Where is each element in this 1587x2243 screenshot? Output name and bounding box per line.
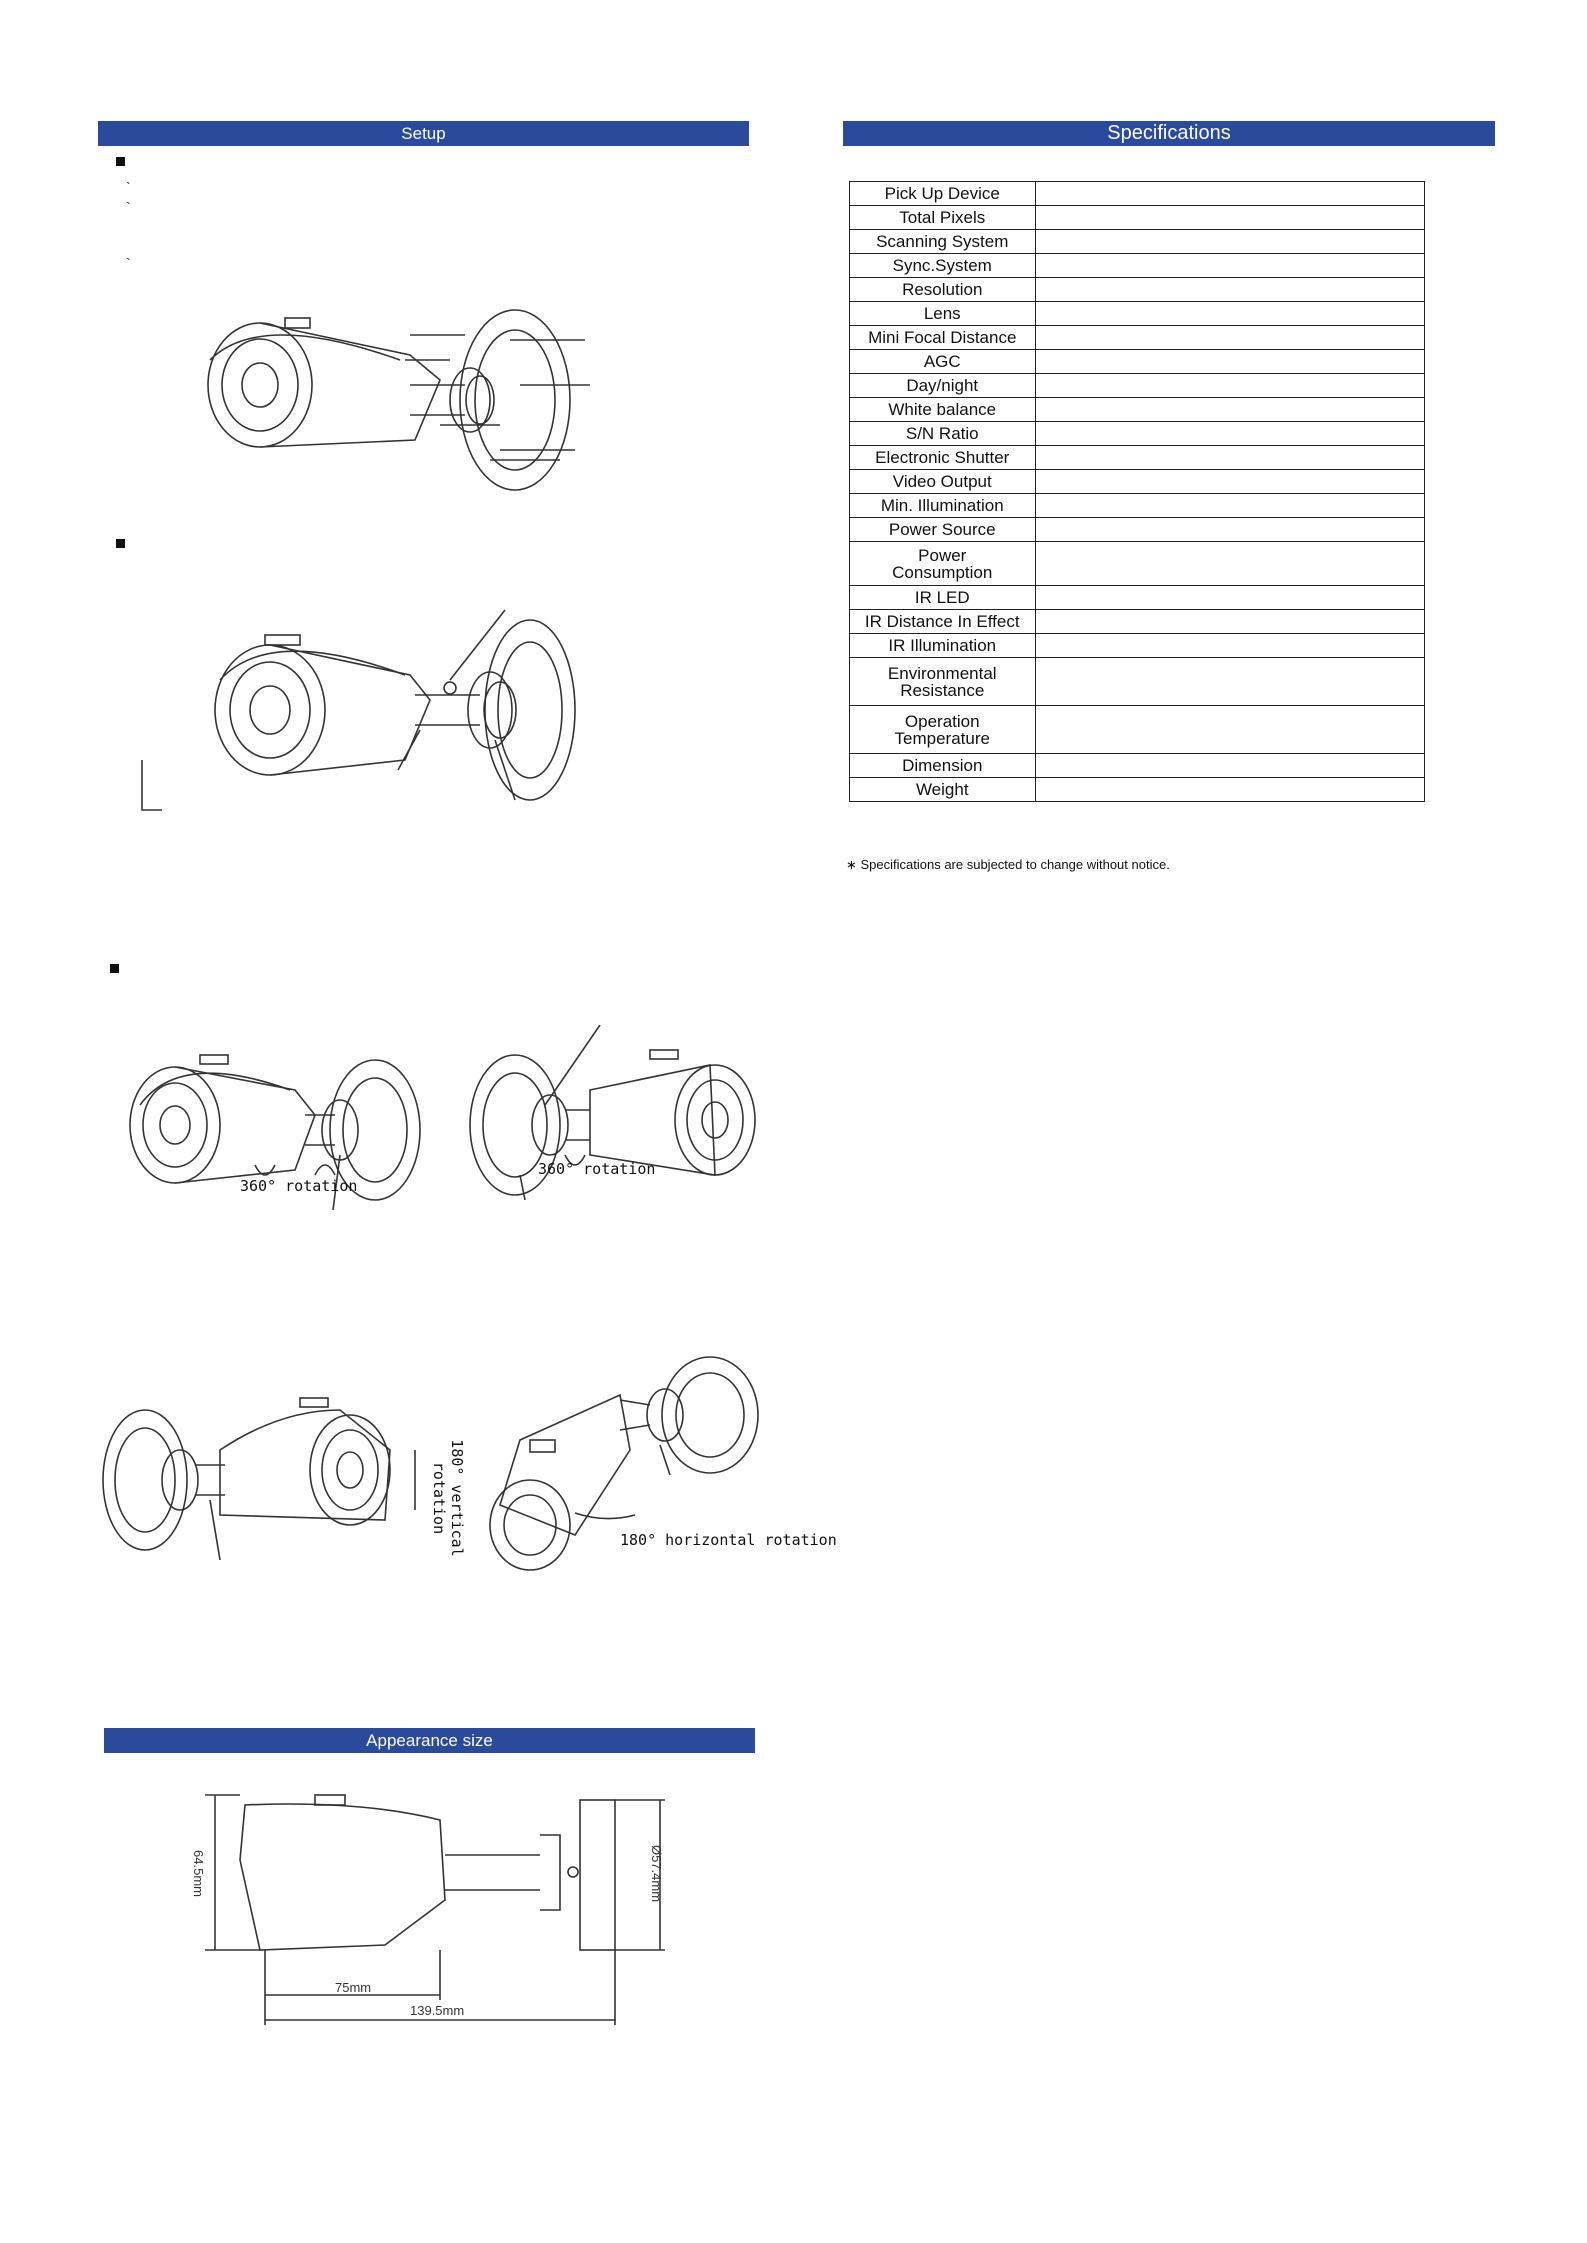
tick-mark: ` bbox=[126, 199, 131, 215]
bullet-square bbox=[116, 157, 125, 166]
spec-row bbox=[850, 586, 1425, 610]
tick-mark: ` bbox=[126, 255, 131, 271]
spec-row bbox=[850, 634, 1425, 658]
camera-horizontal-rotation-drawing bbox=[480, 1355, 780, 1585]
spec-row bbox=[850, 542, 1425, 586]
spec-value bbox=[1035, 278, 1425, 302]
dim-height-left: 64.5mm bbox=[190, 1850, 206, 1897]
spec-value bbox=[1035, 206, 1425, 230]
spec-row bbox=[850, 230, 1425, 254]
dim-length-total: 139.5mm bbox=[410, 2003, 465, 2018]
dim-length-body: 75mm bbox=[335, 1980, 372, 1995]
spec-label: Day/night bbox=[850, 374, 1036, 398]
spec-value bbox=[1035, 350, 1425, 374]
bullet-square bbox=[116, 539, 125, 548]
bullet-square bbox=[110, 964, 119, 973]
spec-row bbox=[850, 658, 1425, 706]
rotation-360-label-right: 360° rotation bbox=[538, 1160, 656, 1178]
spec-value bbox=[1035, 182, 1425, 206]
spec-value bbox=[1035, 494, 1425, 518]
spec-row bbox=[850, 494, 1425, 518]
spec-label: Power Source bbox=[850, 518, 1036, 542]
camera-vertical-rotation-drawing bbox=[100, 1390, 430, 1570]
spec-row bbox=[850, 302, 1425, 326]
spec-label: White balance bbox=[850, 398, 1036, 422]
spec-row bbox=[850, 350, 1425, 374]
spec-label: Min. Illumination bbox=[850, 494, 1036, 518]
spec-label: Weight bbox=[850, 778, 1036, 802]
rotation-360-label-left: 360° rotation bbox=[240, 1177, 358, 1195]
spec-value bbox=[1035, 634, 1425, 658]
camera-dimension-drawing bbox=[200, 1780, 680, 2040]
spec-label: Power Consumption bbox=[850, 542, 1036, 586]
spec-value bbox=[1035, 470, 1425, 494]
rotation-horizontal-label: 180° horizontal rotation bbox=[620, 1531, 837, 1549]
spec-row bbox=[850, 326, 1425, 350]
spec-label: IR Illumination bbox=[850, 634, 1036, 658]
spec-value bbox=[1035, 398, 1425, 422]
spec-value bbox=[1035, 586, 1425, 610]
specifications-header: Specifications bbox=[843, 121, 1495, 146]
spec-label: IR Distance In Effect bbox=[850, 610, 1036, 634]
spec-label: Mini Focal Distance bbox=[850, 326, 1036, 350]
spec-row bbox=[850, 778, 1425, 802]
spec-label: Video Output bbox=[850, 470, 1036, 494]
spec-value bbox=[1035, 374, 1425, 398]
spec-row bbox=[850, 610, 1425, 634]
spec-value bbox=[1035, 302, 1425, 326]
spec-row bbox=[850, 518, 1425, 542]
spec-label: Total Pixels bbox=[850, 206, 1036, 230]
spec-label: Resolution bbox=[850, 278, 1036, 302]
spec-row bbox=[850, 254, 1425, 278]
rotation-vertical-label: 180° vertical rotation bbox=[430, 1439, 466, 1557]
spec-row bbox=[850, 182, 1425, 206]
spec-row bbox=[850, 446, 1425, 470]
spec-row bbox=[850, 374, 1425, 398]
spec-label: Sync.System bbox=[850, 254, 1036, 278]
spec-value bbox=[1035, 446, 1425, 470]
spec-value bbox=[1035, 658, 1425, 706]
spec-row bbox=[850, 398, 1425, 422]
camera-mounting-drawing bbox=[200, 300, 620, 500]
spec-label: Environmental Resistance bbox=[850, 658, 1036, 706]
spec-row bbox=[850, 470, 1425, 494]
spec-row bbox=[850, 422, 1425, 446]
spec-value bbox=[1035, 326, 1425, 350]
dim-height-right: Ø57.4mm bbox=[649, 1844, 665, 1903]
spec-label: Pick Up Device bbox=[850, 182, 1036, 206]
spec-row bbox=[850, 754, 1425, 778]
spec-value bbox=[1035, 542, 1425, 586]
appearance-size-header: Appearance size bbox=[104, 1728, 755, 1753]
spec-label: IR LED bbox=[850, 586, 1036, 610]
spec-value bbox=[1035, 754, 1425, 778]
spec-label: Scanning System bbox=[850, 230, 1036, 254]
spec-row bbox=[850, 278, 1425, 302]
setup-header: Setup bbox=[98, 121, 749, 146]
camera-rotation-right-drawing bbox=[465, 1025, 765, 1215]
spec-value bbox=[1035, 518, 1425, 542]
spec-label: S/N Ratio bbox=[850, 422, 1036, 446]
spec-value bbox=[1035, 706, 1425, 754]
spec-value bbox=[1035, 230, 1425, 254]
spec-row bbox=[850, 706, 1425, 754]
spec-label: Lens bbox=[850, 302, 1036, 326]
specifications-table bbox=[849, 181, 1425, 802]
spec-value bbox=[1035, 422, 1425, 446]
tick-mark: ` bbox=[126, 179, 131, 195]
spec-value bbox=[1035, 610, 1425, 634]
spec-value bbox=[1035, 254, 1425, 278]
specifications-note: ∗ Specifications are subjected to change without notice. bbox=[846, 857, 1170, 872]
spec-label: Electronic Shutter bbox=[850, 446, 1036, 470]
camera-bracket-drawing bbox=[140, 600, 580, 820]
spec-label: Dimension bbox=[850, 754, 1036, 778]
spec-label: Operation Temperature bbox=[850, 706, 1036, 754]
spec-label: AGC bbox=[850, 350, 1036, 374]
spec-value bbox=[1035, 778, 1425, 802]
spec-row bbox=[850, 206, 1425, 230]
